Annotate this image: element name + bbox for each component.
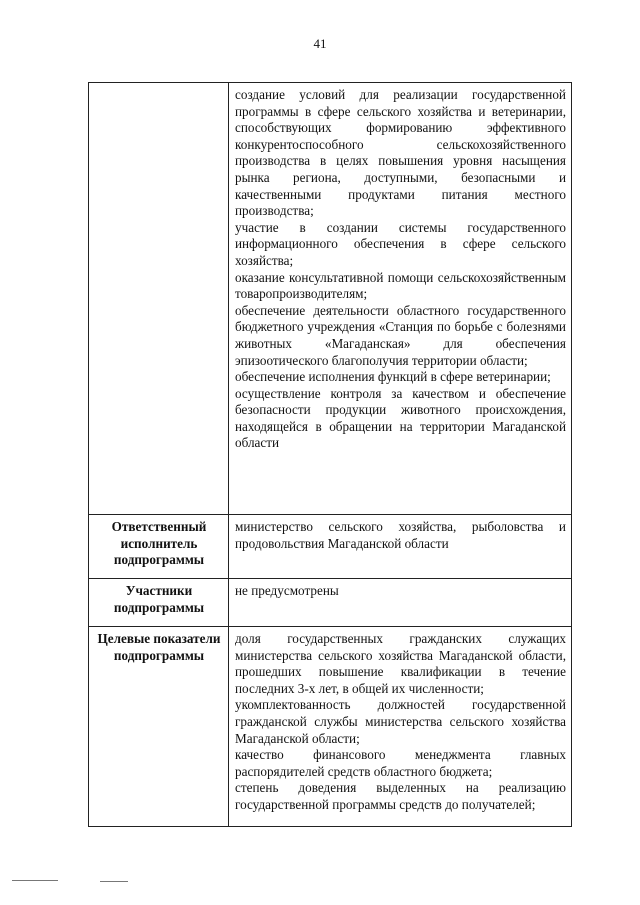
- row-value-participants: [229, 579, 572, 627]
- row-label-responsible: Ответственный исполнитель подпрограммы: [89, 515, 229, 579]
- responsible-text: министерство сельского хозяйства, рыболовства и продовольствия Магаданской области: [235, 519, 566, 551]
- indicator-item: степень доведения выделенных на реализацию государственной программы средств до получателей;: [235, 780, 566, 812]
- task-item: участие в создании системы государственного информационного обеспечения в сфере сельского хозяйства;: [235, 219, 566, 268]
- row-label-indicators: Целевые показатели подпрограммы: [89, 627, 229, 827]
- indicator-item: качество финансового менеджмента главных распорядителей средств областного бюджета;: [235, 747, 566, 779]
- task-item: создание условий для реализации государственной программы в сфере сельского хозяйства и ветеринарии, способствующих формированию эффективного конкурентоспособного сельскохозяйственного производства в целях повышения уровня насыщения рынка региона, доступными, безопасными и качественными продуктами питания местного производства;: [235, 87, 566, 219]
- indicator-item: укомплектованность должностей государственной гражданской службы министерства сельского хозяйства Магаданской области;: [235, 697, 566, 746]
- row-label-empty: [89, 83, 229, 515]
- task-item: оказание консультативной помощи сельскохозяйственным товаропроизводителям;: [235, 269, 566, 302]
- table-row-tasks: [89, 83, 572, 515]
- scan-margin-mark: [12, 880, 58, 881]
- row-label-participants: Участники подпрограммы: [89, 579, 229, 627]
- participants-text: не предусмотрены: [235, 583, 339, 598]
- task-item: осуществление контроля за качеством и обеспечение безопасности продукции животного происхождения, находящейся в обращении на территории Магаданской области: [235, 385, 566, 451]
- indicator-item: доля государственных гражданских служащих министерства сельского хозяйства Магаданской области, прошедших повышение квалификации в течение последних 3-х лет, в общей их численности;: [235, 631, 566, 696]
- subprogram-passport-table: [88, 82, 572, 827]
- task-item: обеспечение деятельности областного государственного бюджетного учреждения «Станция по борьбе с болезнями животных «Магаданская» для обеспечения эпизоотического благополучия территории области;: [235, 302, 566, 368]
- table-row-responsible: [89, 515, 572, 579]
- page-number: 41: [313, 36, 327, 51]
- row-value-tasks: [229, 83, 572, 515]
- row-value-responsible: [229, 515, 572, 579]
- row-value-indicators: [229, 627, 572, 827]
- table-row-indicators: [89, 627, 572, 827]
- task-item: обеспечение исполнения функций в сфере ветеринарии;: [235, 369, 551, 385]
- scan-margin-mark: [100, 881, 128, 882]
- table-row-participants: [89, 579, 572, 627]
